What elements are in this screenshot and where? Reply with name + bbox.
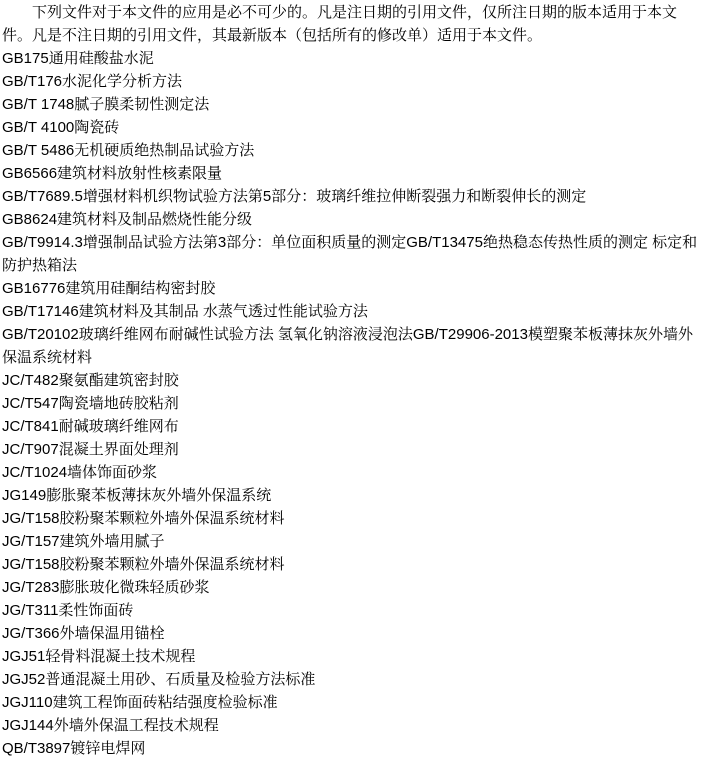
reference-item: GB/T176水泥化学分析方法	[2, 73, 183, 90]
reference-item: JGJ110建筑工程饰面砖粘结强度检验标准	[2, 694, 278, 711]
reference-item: GB/T 5486无机硬质绝热制品试验方法	[2, 142, 255, 159]
reference-item: QB/T3897镀锌电焊网	[2, 740, 146, 757]
reference-item: JG/T158胶粉聚苯颗粒外墙外保温系统材料	[2, 510, 285, 527]
reference-item: JGJ144外墙外保温工程技术规程	[2, 717, 219, 734]
reference-item: GB/T17146建筑材料及其制品 水蒸气透过性能试验方法	[2, 303, 368, 320]
reference-item: JC/T1024墙体饰面砂浆	[2, 464, 158, 481]
reference-item: JGJ51轻骨料混凝土技术规程	[2, 648, 196, 665]
reference-item: GB/T 1748腻子膜柔韧性测定法	[2, 96, 210, 113]
reference-item: GB175通用硅酸盐水泥	[2, 50, 154, 67]
reference-item: JC/T482聚氨酯建筑密封胶	[2, 372, 179, 389]
reference-item: JC/T547陶瓷墙地砖胶粘剂	[2, 395, 179, 412]
reference-item: GB8624建筑材料及制品燃烧性能分级	[2, 211, 253, 228]
reference-item: GB6566建筑材料放射性核素限量	[2, 165, 223, 182]
reference-item: JG/T311柔性饰面砖	[2, 602, 134, 619]
reference-item: JG149膨胀聚苯板薄抹灰外墙外保温系统	[2, 487, 272, 504]
reference-item: JG/T366外墙保温用锚栓	[2, 625, 165, 642]
reference-item: JG/T158胶粉聚苯颗粒外墙外保温系统材料	[2, 556, 285, 573]
reference-item: JC/T907混凝土界面处理剂	[2, 441, 179, 458]
reference-item: GB/T20102玻璃纤维网布耐碱性试验方法 氢氧化钠溶液浸泡法GB/T29906-2013模塑聚苯板薄抹灰外墙外保温系统材料	[2, 326, 693, 366]
reference-item: JGJ52普通混凝土用砂、石质量及检验方法标准	[2, 671, 316, 688]
intro-paragraph: 下列文件对于本文件的应用是必不可少的。凡是注日期的引用文件，仅所注日期的版本适用于本文件。凡是不注日期的引用文件，其最新版本（包括所有的修改单）适用于本文件。	[2, 4, 678, 44]
reference-item: JC/T841耐碱玻璃纤维网布	[2, 418, 179, 435]
reference-item: GB/T 4100陶瓷砖	[2, 119, 120, 136]
reference-item: GB/T7689.5增强材料机织物试验方法第5部分：玻璃纤维拉伸断裂强力和断裂伸长的测定	[2, 188, 587, 205]
reference-item: JG/T157建筑外墙用腻子	[2, 533, 165, 550]
reference-item: JG/T283膨胀玻化微珠轻质砂浆	[2, 579, 210, 596]
reference-item: GB16776建筑用硅酮结构密封胶	[2, 280, 216, 297]
reference-item: GB/T9914.3增强制品试验方法第3部分：单位面积质量的测定GB/T13475绝热稳态传热性质的测定 标定和防护热箱法	[2, 234, 698, 274]
